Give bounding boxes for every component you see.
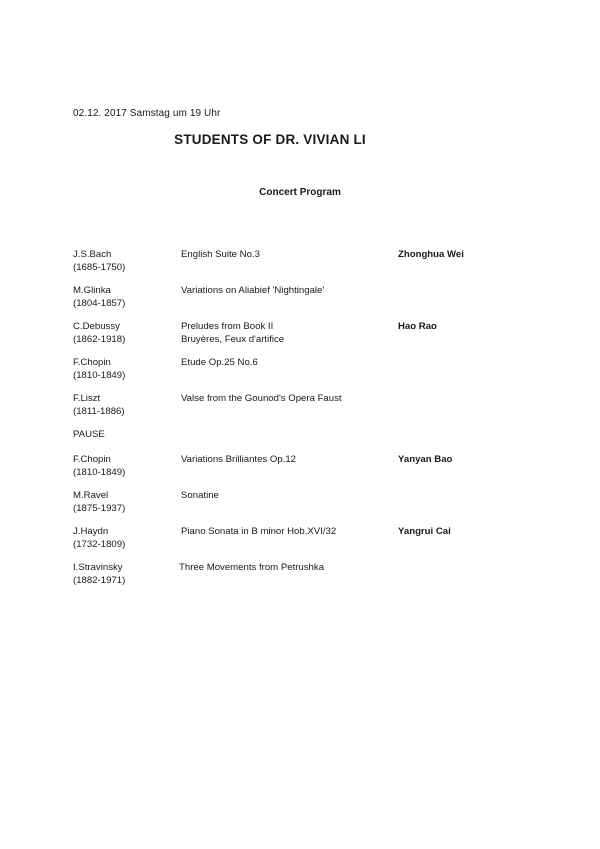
composer (73, 454, 173, 479)
composer-name: F.Chopin (73, 357, 111, 368)
program-entry (73, 357, 553, 393)
composer-years: (1732-1809) (73, 538, 126, 550)
composer (73, 249, 173, 274)
composer (73, 526, 173, 551)
composer-name: F.Chopin (73, 454, 111, 465)
performer-name: Yangrui Cai (398, 526, 451, 537)
composer-name: C.Debussy (73, 321, 120, 332)
performer-name: Hao Rao (398, 321, 437, 332)
composer (73, 562, 173, 587)
composer-name: J.S.Bach (73, 249, 112, 260)
work-title: Variations on Aliabief 'Nightingale' (181, 285, 325, 296)
concert-date: 02.12. 2017 Samstag um 19 Uhr (73, 108, 221, 119)
composer (73, 357, 173, 382)
program-entry (73, 285, 553, 321)
composer-years: (1685-1750) (73, 261, 126, 273)
work (181, 454, 391, 467)
program-list (73, 249, 553, 598)
work (181, 249, 391, 262)
work-title: English Suite No.3 (181, 249, 260, 260)
composer (73, 490, 173, 515)
work (181, 490, 391, 503)
work (181, 357, 391, 370)
work (181, 285, 391, 298)
composer-years: (1804-1857) (73, 297, 126, 309)
page-title: STUDENTS OF DR. VIVIAN LI (174, 132, 366, 147)
work-title: Three Movements from Petrushka (179, 562, 325, 573)
pause-label: PAUSE (73, 429, 105, 440)
performer-name: Zhonghua Wei (398, 249, 464, 260)
composer-name: F.Liszt (73, 393, 101, 404)
work-title: Variations Brilliantes Op.12 (181, 454, 297, 465)
program-entry (73, 249, 553, 285)
composer (73, 393, 173, 418)
composer-years: (1811-1886) (73, 405, 125, 417)
program-entry (73, 562, 553, 598)
work-detail: Bruyères, Feux d'artifice (181, 333, 285, 345)
work-title: Preludes from Book II (181, 321, 274, 332)
composer (73, 285, 173, 310)
composer-years: (1882-1971) (73, 574, 126, 586)
composer-years: (1810-1849) (73, 369, 126, 381)
program-entry (73, 454, 553, 490)
work-title: Valse from the Gounod's Opera Faust (181, 393, 342, 404)
intermission (73, 429, 553, 454)
page-subtitle: Concert Program (259, 187, 341, 198)
work (181, 526, 391, 539)
work (179, 562, 389, 575)
work (181, 321, 391, 346)
composer-years: (1862-1918) (73, 333, 126, 345)
work-title: Etude Op.25 No.6 (181, 357, 258, 368)
composer-years: (1810-1849) (73, 466, 126, 478)
program-entry (73, 526, 553, 562)
composer-name: M.Ravel (73, 490, 109, 501)
composer-name: J.Haydn (73, 526, 109, 537)
composer (73, 321, 173, 346)
work (181, 393, 391, 406)
work-title: Piano Sonata in B minor Hob.XVI/32 (181, 526, 337, 537)
work-title: Sonatine (181, 490, 219, 501)
composer-name: I.Stravinsky (73, 562, 123, 573)
program-entry (73, 490, 553, 526)
composer-name: M.Glinka (73, 285, 111, 296)
composer-years: (1875-1937) (73, 502, 126, 514)
performer-name: Yanyan Bao (398, 454, 453, 465)
program-entry (73, 393, 553, 429)
program-entry (73, 321, 553, 357)
